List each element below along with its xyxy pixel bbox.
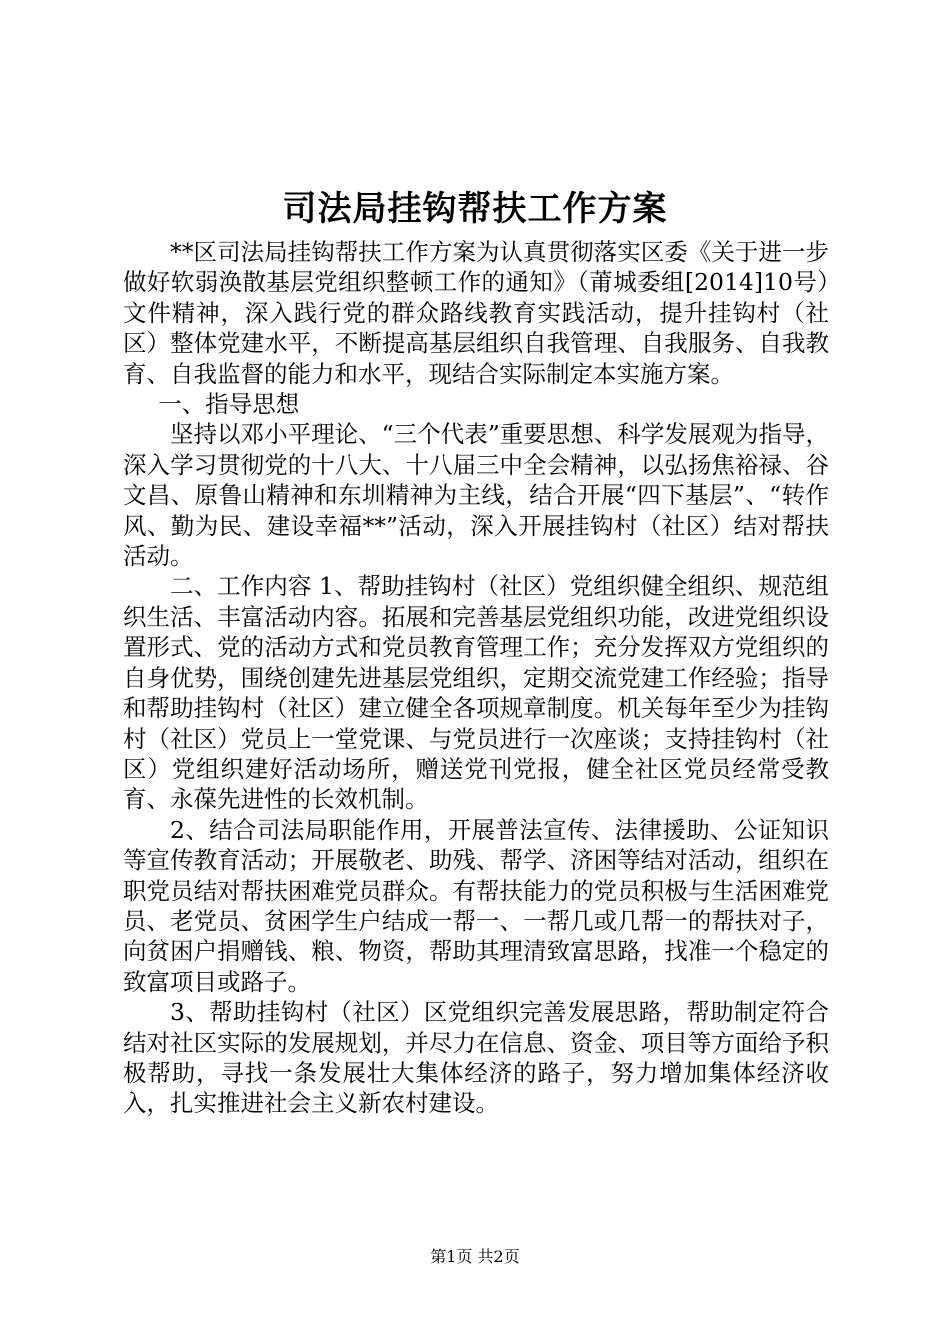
paragraph-intro: **区司法局挂钩帮扶工作方案为认真贯彻落实区委《关于进一步做好软弱涣散基层党组织整顿工作的通知》（莆城委组[2014]10号）文件精神，深入践行党的群众路线教育实践活动，提升挂钩村（社区）整体党建水平，不断提高基层组织自我管理、自我服务、自我教育、自我监督的能力和水平，现结合实际制定本实施方案。 (123, 238, 829, 388)
page-number-footer: 第1页 共2页 (430, 1247, 520, 1266)
paragraph-work-content-1: 二、工作内容 1、帮助挂钩村（社区）党组织健全组织、规范组织生活、丰富活动内容。拓展和完善基层党组织功能，改进党组织设置形式、党的活动方式和党员教育管理工作；充分发挥双方党组织的自身优势，围绕创建先进基层党组织，定期交流党建工作经验；指导和帮助挂钩村（社区）建立健全各项规章制度。机关每年至少为挂钩村（社区）党员上一堂党课、与党员进行一次座谈；支持挂钩村（社区）党组织建好活动场所，赠送党刊党报，健全社区党员经常受教育、永葆先进性的长效机制。 (123, 572, 829, 814)
paragraph-guiding-ideology: 坚持以邓小平理论、“三个代表”重要思想、科学发展观为指导，深入学习贯彻党的十八大、十八届三中全会精神，以弘扬焦裕禄、谷文昌、原鲁山精神和东圳精神为主线，结合开展“四下基层”、“转作风、勤为民、建设幸福**”活动，深入开展挂钩村（社区）结对帮扶活动。 (123, 420, 829, 571)
section-heading-guiding-ideology: 一、指导思想 (158, 390, 300, 419)
document-body (123, 237, 829, 1119)
paragraph-work-content-3: 3、帮助挂钩村（社区）区党组织完善发展思路，帮助制定符合结对社区实际的发展规划，并尽力在信息、资金、项目等方面给予积极帮助，寻找一条发展壮大集体经济的路子，努力增加集体经济收入，扎实推进社会主义新农村建设。 (123, 998, 829, 1118)
document-title: 司法局挂钩帮扶工作方案 (282, 189, 668, 229)
paragraph-work-content-2: 2、结合司法局职能作用，开展普法宣传、法律援助、公证知识等宣传教育活动；开展敬老、助残、帮学、济困等结对活动，组织在职党员结对帮扶困难党员群众。有帮扶能力的党员积极与生活困难党员、老党员、贫困学生户结成一帮一、一帮几或几帮一的帮扶对子，向贫困户捐赠钱、粮、物资，帮助其理清致富思路，找准一个稳定的致富项目或路子。 (123, 815, 829, 996)
